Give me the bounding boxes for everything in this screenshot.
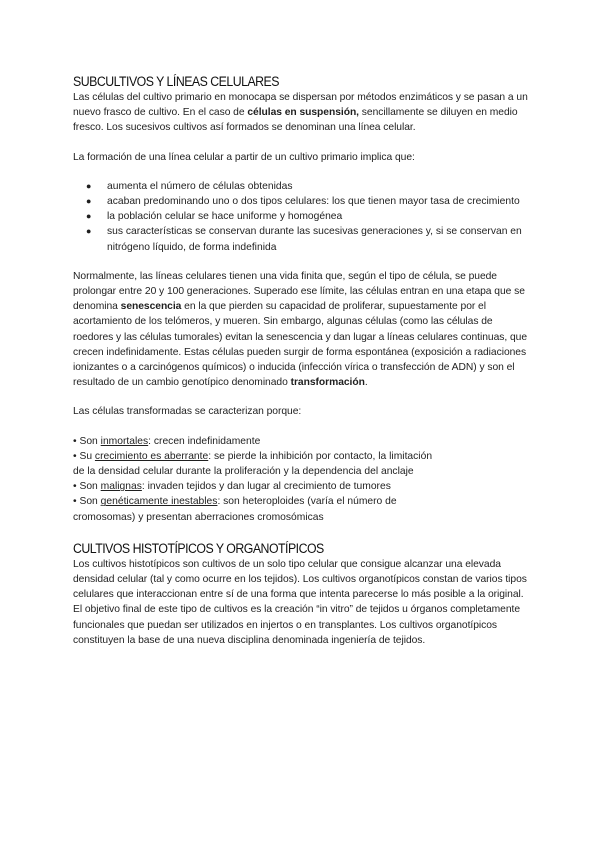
section-title-cultivos: CULTIVOS HISTOTÍPICOS Y ORGANOTÍPICOS: [73, 540, 324, 556]
list-item: ● la población celular se hace uniforme y homogénea: [73, 209, 531, 224]
bullet-list: [73, 179, 531, 255]
list-item: ● sus características se conservan durante las sucesivas generaciones y, si se conservan en nitrógeno líquido, de forma indefinida: [86, 226, 522, 253]
bullet-icon: ●: [86, 211, 92, 222]
paragraph-formation: La formación de una línea celular a partir de un cultivo primario implica que:: [73, 151, 415, 163]
list-item: ● aumenta el número de células obtenidas: [73, 179, 531, 194]
bold-term-senescencia: senescencia: [120, 301, 182, 313]
bullet-icon: ●: [86, 226, 92, 237]
trait-item: • Son inmortales: crecen indefinidamente: [73, 435, 261, 447]
underlined-term: genéticamente inestables: [100, 496, 218, 508]
bold-term-transformacion: transformación: [290, 377, 365, 389]
paragraph-histotipicos: Los cultivos histotípicos son cultivos de un solo tipo celular que consigue alcanzar una elevada densidad celular (tal y como ocurre en los tejidos). Los cultivos organotípicos constan de varios tipos celulares que interaccionan entre sí de una forma que intenta parecerse lo más posible a la original. El objetivo final de este tipo de cultivos es la creación “in vitro” de tejidos u órganos completamente funcionales que puedan ser utilizados en injertos o en transplantes. Los cultivos organotípicos constituyen la base de una nueva disciplina denominada ingeniería de tejidos.: [73, 558, 527, 646]
paragraph-senescence: Normalmente, las líneas celulares tienen una vida finita que, según el tipo de célula, se puede prolongar entre 20 y 100 generaciones. Superado ese límite, las células entran en una etapa que se denomina senescencia en la que pierden su capacidad de proliferar, supuestamente por el acortamiento de los telómeros, y mueren. Sin embargo, algunas células (como las células de roedores y las células tumorales) evitan la senescencia y dan lugar a líneas celulares continuas, que crecen indefinidamente. Estas células pueden surgir de forma espontánea (exposición a radiaciones ionizantes o a carcinógenos químicos) o inducida (infección vírica o transfección de ADN) y son el resultado de un cambio genotípico denominado transformación.: [73, 270, 527, 389]
traits-list: [73, 434, 531, 525]
text-run: Las células del cultivo primario en monocapa se dispersan por métodos enzimáticos y se pasan a un nuevo frasco de cultivo. En el caso de: [73, 92, 528, 119]
paragraph-transformed: Las células transformadas se caracterizan porque:: [73, 406, 302, 418]
section-title-subcultivos: SUBCULTIVOS Y LÍNEAS CELULARES: [73, 74, 279, 89]
bullet-icon: ●: [86, 180, 92, 191]
document-page: [73, 74, 531, 648]
trait-item: • Son malignas: invaden tejidos y dan lugar al crecimiento de tumores: [73, 481, 391, 493]
trait-continuation: cromosomas) y presentan aberraciones cromosómicas: [73, 511, 324, 523]
trait-item: • Su crecimiento es aberrante: se pierde la inhibición por contacto, la limitación: [73, 450, 433, 462]
bold-term-suspension: células en suspensión,: [247, 107, 359, 119]
trait-continuation: de la densidad celular durante la proliferación y la dependencia del anclaje: [73, 466, 414, 478]
underlined-term: inmortales: [100, 435, 149, 447]
paragraph-intro: [73, 90, 531, 136]
underlined-term: malignas: [100, 481, 142, 493]
underlined-term: crecimiento es aberrante: [94, 450, 209, 462]
bullet-icon: ●: [86, 196, 92, 207]
trait-item: • Son genéticamente inestables: son heteroploides (varía el número de: [73, 496, 397, 508]
list-item: ● acaban predominando uno o dos tipos celulares: los que tienen mayor tasa de crecimiento: [73, 194, 531, 209]
text-run: sencillamente se diluyen en medio fresco. Los sucesivos cultivos así formados se denominan una línea celular.: [73, 107, 518, 134]
